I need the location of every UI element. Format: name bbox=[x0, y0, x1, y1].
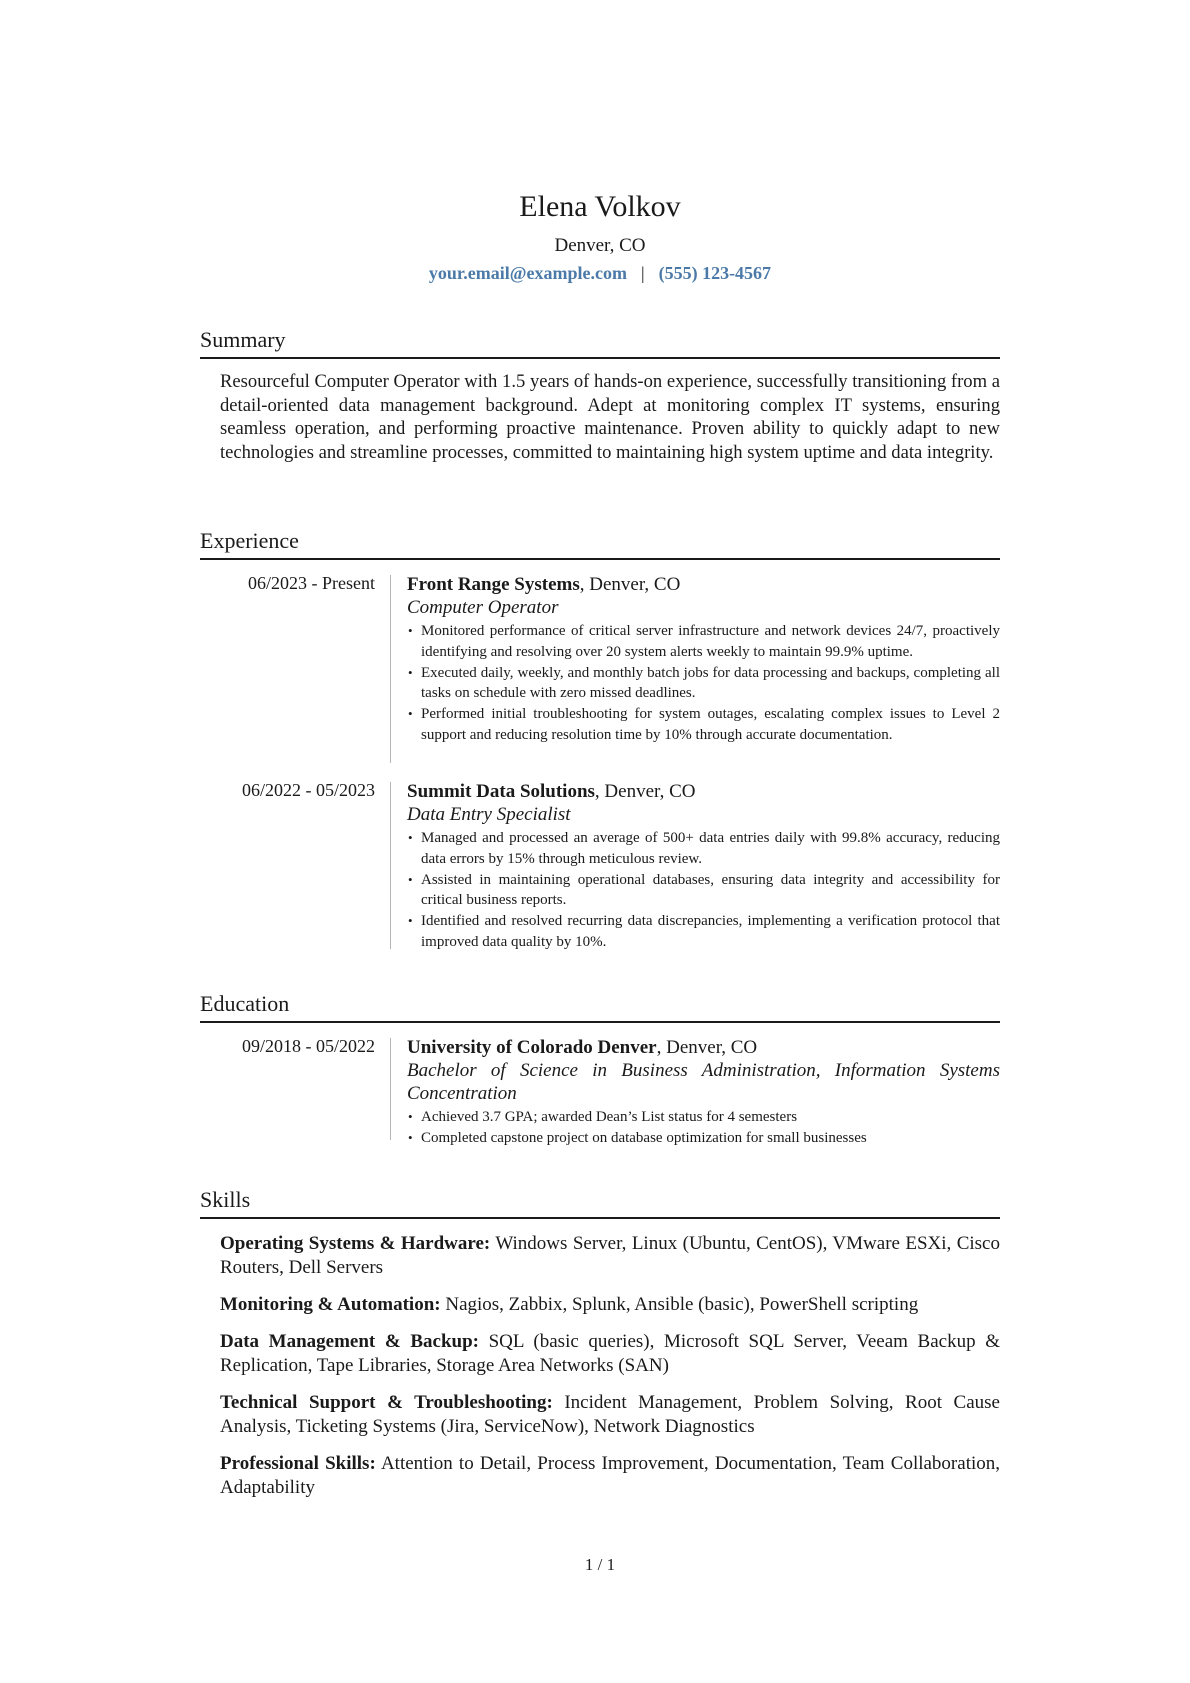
entry-organization bbox=[407, 780, 1000, 803]
skill-label: Monitoring & Automation: bbox=[220, 1294, 441, 1315]
entry-organization bbox=[407, 1036, 1000, 1059]
email-link[interactable]: your.email@example.com bbox=[428, 263, 627, 283]
skill-value: Attention to Detail, Process Improvement, Documentation, Team Collaboration, Adaptability bbox=[220, 1453, 1001, 1498]
skill-value: Windows Server, Linux (Ubuntu, CentOS), VMware ESXi, Cisco Routers, Dell Servers bbox=[220, 1233, 1000, 1278]
skill-value: Nagios, Zabbix, Splunk, Ansible (basic), PowerShell scripting bbox=[440, 1294, 919, 1315]
entry-divider bbox=[390, 782, 391, 949]
entry-org-name: Front Range Systems bbox=[407, 574, 580, 595]
summary-text: Resourceful Computer Operator with 1.5 years of hands-on experience, successfully transitioning from a detail-oriented data management background. Adept at monitoring complex IT systems, ensuring seamless operation, and performing proactive maintenance. Proven ability to quickly adapt to new technologies and streamline processes, committed to maintaining high system uptime and data integrity. bbox=[220, 371, 1000, 463]
page-number: 1 / 1 bbox=[584, 1555, 616, 1574]
skill-value: SQL (basic queries), Microsoft SQL Server, Veeam Backup & Replication, Tape Libraries, Storage Area Networks (SAN) bbox=[220, 1331, 1000, 1376]
entry-org-location: , Denver, CO bbox=[656, 1037, 758, 1058]
list-item: • Performed initial troubleshooting for system outages, escalating complex issues to Level 2 support and reducing resolution time by 10% through accurate documentation. bbox=[407, 704, 1000, 746]
entry-date: 06/2022 - 05/2023 bbox=[242, 780, 375, 800]
entry-date: 06/2023 - Present bbox=[248, 573, 375, 593]
entry-bullets bbox=[407, 828, 1000, 953]
section-title-summary: Summary bbox=[200, 327, 1000, 359]
skill-label: Technical Support & Troubleshooting: bbox=[220, 1392, 553, 1413]
entry-role: Computer Operator bbox=[407, 597, 559, 618]
skill-item bbox=[220, 1293, 1000, 1317]
skill-value: Incident Management, Problem Solving, Root Cause Analysis, Ticketing Systems (Jira, ServiceNow), Network Diagnostics bbox=[220, 1392, 1000, 1437]
section-title-skills: Skills bbox=[200, 1187, 1000, 1219]
skill-item bbox=[220, 1452, 1000, 1499]
skill-item bbox=[220, 1232, 1000, 1279]
skill-label: Data Management & Backup: bbox=[220, 1331, 479, 1352]
phone-link[interactable]: (555) 123-4567 bbox=[658, 263, 772, 283]
entry-date: 09/2018 - 05/2022 bbox=[242, 1036, 375, 1056]
list-item: • Assisted in maintaining operational databases, ensuring data integrity and accessibility for critical business reports. bbox=[407, 870, 1000, 912]
contact-line bbox=[200, 263, 1000, 284]
section-title-education: Education bbox=[200, 991, 1000, 1023]
candidate-name: Elena Volkov bbox=[519, 190, 681, 223]
skill-item bbox=[220, 1391, 1000, 1438]
skill-label: Professional Skills: bbox=[220, 1453, 376, 1474]
list-item: • Identified and resolved recurring data discrepancies, implementing a verification protocol that improved data quality by 10%. bbox=[407, 911, 1000, 953]
section-title-experience: Experience bbox=[200, 528, 1000, 560]
skill-label: Operating Systems & Hardware: bbox=[220, 1233, 491, 1254]
entry-divider bbox=[390, 1038, 391, 1140]
entry-bullets bbox=[407, 621, 1000, 746]
entry-body bbox=[407, 1036, 1000, 1149]
entry-divider bbox=[390, 575, 391, 763]
list-item: • Monitored performance of critical server infrastructure and network devices 24/7, proactively identifying and resolving over 20 system alerts weekly to maintain 99.9% uptime. bbox=[407, 621, 1000, 663]
list-item: • Completed capstone project on database optimization for small businesses bbox=[407, 1128, 1000, 1149]
entry-bullets bbox=[407, 1107, 1000, 1149]
entry-organization bbox=[407, 573, 1000, 596]
entry-role: Data Entry Specialist bbox=[407, 804, 571, 825]
entry-org-name: Summit Data Solutions bbox=[407, 781, 595, 802]
entry-org-location: , Denver, CO bbox=[594, 781, 696, 802]
candidate-location: Denver, CO bbox=[554, 235, 646, 256]
entry-degree: Bachelor of Science in Business Administration, Information Systems Concentration bbox=[407, 1060, 1000, 1104]
list-item: • Managed and processed an average of 500+ data entries daily with 99.8% accuracy, reducing data errors by 15% through meticulous review. bbox=[407, 828, 1000, 870]
entry-org-location: , Denver, CO bbox=[579, 574, 681, 595]
entry-org-name: University of Colorado Denver bbox=[407, 1037, 657, 1058]
skill-item bbox=[220, 1330, 1000, 1377]
entry-body bbox=[407, 780, 1000, 953]
contact-separator: | bbox=[640, 263, 645, 283]
list-item: • Executed daily, weekly, and monthly batch jobs for data processing and backups, completing all tasks on schedule with zero missed deadlines. bbox=[407, 663, 1000, 705]
list-item: • Achieved 3.7 GPA; awarded Dean’s List status for 4 semesters bbox=[407, 1107, 1000, 1128]
entry-body bbox=[407, 573, 1000, 746]
